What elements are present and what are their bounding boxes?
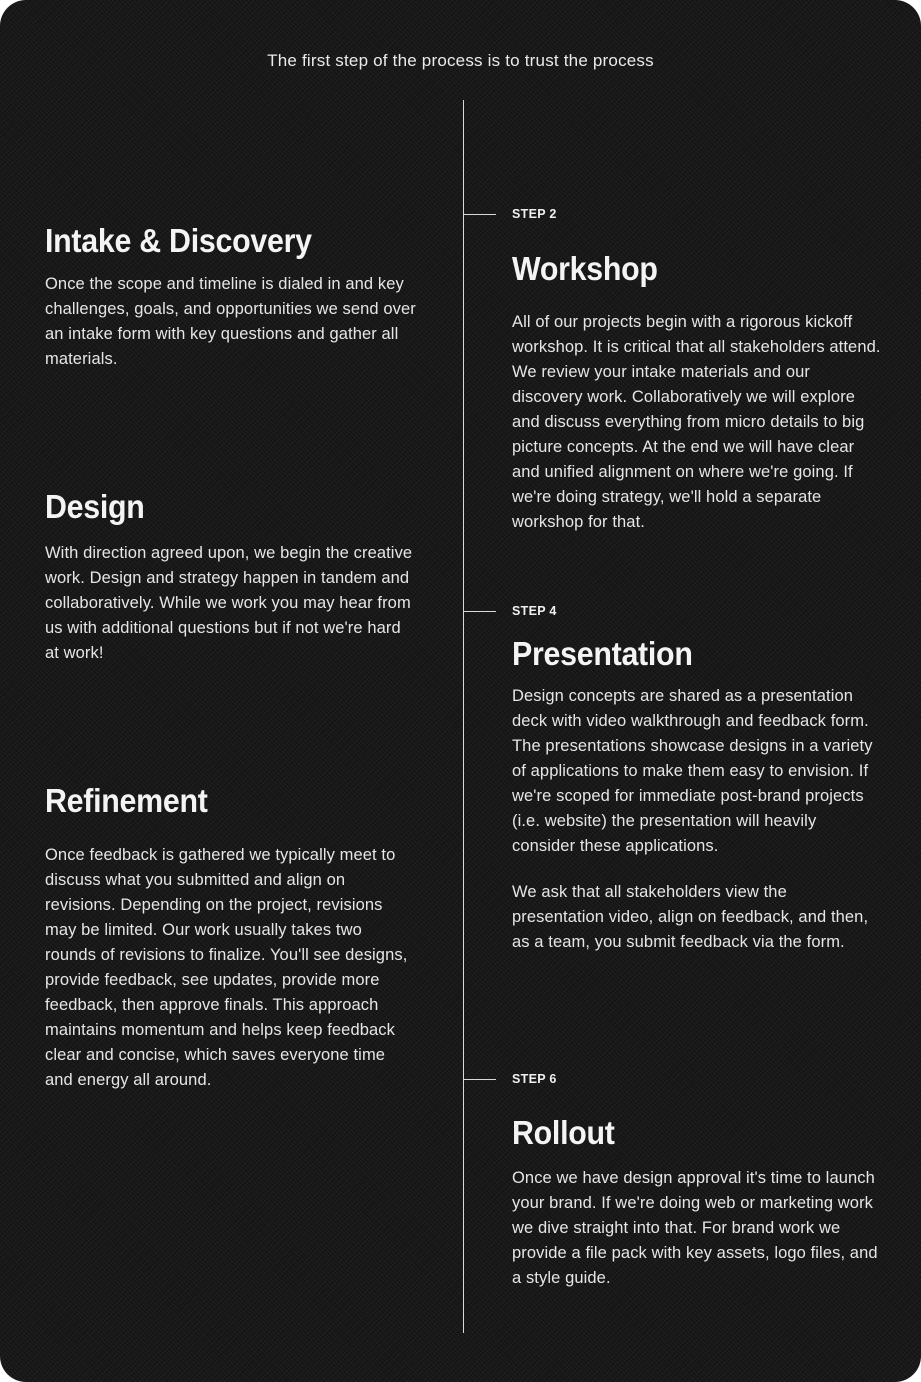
step-6-connector	[463, 1079, 496, 1080]
step-2-title: Workshop	[512, 250, 658, 287]
step-6-marker	[463, 1069, 557, 1089]
step-1-paragraph: Once the scope and timeline is dialed in and key challenges, goals, and opportunities we send over an intake form with key questions and gather all materials.	[45, 275, 416, 368]
step-4-title: Presentation	[512, 635, 693, 672]
step-1-title: Intake & Discovery	[45, 222, 312, 259]
step-6-label: STEP 6	[512, 1072, 557, 1086]
step-5-title: Refinement	[45, 782, 208, 819]
step-2-marker	[463, 204, 557, 224]
step-6-body	[512, 1166, 882, 1291]
step-4-marker	[463, 601, 557, 621]
timeline-line	[463, 100, 464, 1333]
step-2-paragraph: All of our projects begin with a rigorous kickoff workshop. It is critical that all stakeholders attend. We review your intake materials and our discovery work. Collaboratively we will explore and discuss everything from micro details to big picture concepts. At the end we will have clear and unified alignment on where we're going. If we're doing strategy, we'll hold a separate workshop for that.	[512, 313, 881, 531]
step-4-label: STEP 4	[512, 604, 557, 618]
step-6-paragraph: Once we have design approval it's time to launch your brand. If we're doing web or marketing work we dive straight into that. For brand work we provide a file pack with key assets, logo files, and a style guide.	[512, 1169, 878, 1287]
step-3-title: Design	[45, 488, 145, 525]
step-4-body	[512, 684, 882, 955]
tagline: The first step of the process is to trust the process	[267, 51, 654, 70]
step-2-label: STEP 2	[512, 207, 557, 221]
step-3-paragraph: With direction agreed upon, we begin the creative work. Design and strategy happen in tandem and collaboratively. While we work you may hear from us with additional questions but if not we're hard at work!	[45, 544, 413, 662]
step-4-connector	[463, 611, 496, 612]
step-1-body	[45, 272, 417, 372]
step-5-paragraph: Once feedback is gathered we typically meet to discuss what you submitted and align on revisions. Depending on the project, revisions may be limited. Our work usually takes two rounds of revisions to finalize. You'll see designs, provide feedback, see updates, provide more feedback, then approve finals. This approach maintains momentum and helps keep feedback clear and concise, which saves everyone time and energy all around.	[45, 846, 408, 1089]
step-4-paragraph-1: Design concepts are shared as a presentation deck with video walkthrough and feedback form. The presentations showcase designs in a variety of applications to make them easy to envision. If we're scoped for immediate post-brand projects (i.e. website) the presentation will heavily consider these applications.	[512, 687, 873, 855]
step-2-connector	[463, 214, 496, 215]
step-2-body	[512, 310, 882, 535]
step-6-title: Rollout	[512, 1114, 615, 1151]
step-5-body	[45, 843, 417, 1093]
step-4-paragraph-2: We ask that all stakeholders view the presentation video, align on feedback, and then, as a team, you submit feedback via the form.	[512, 883, 869, 951]
step-3-body	[45, 541, 417, 666]
